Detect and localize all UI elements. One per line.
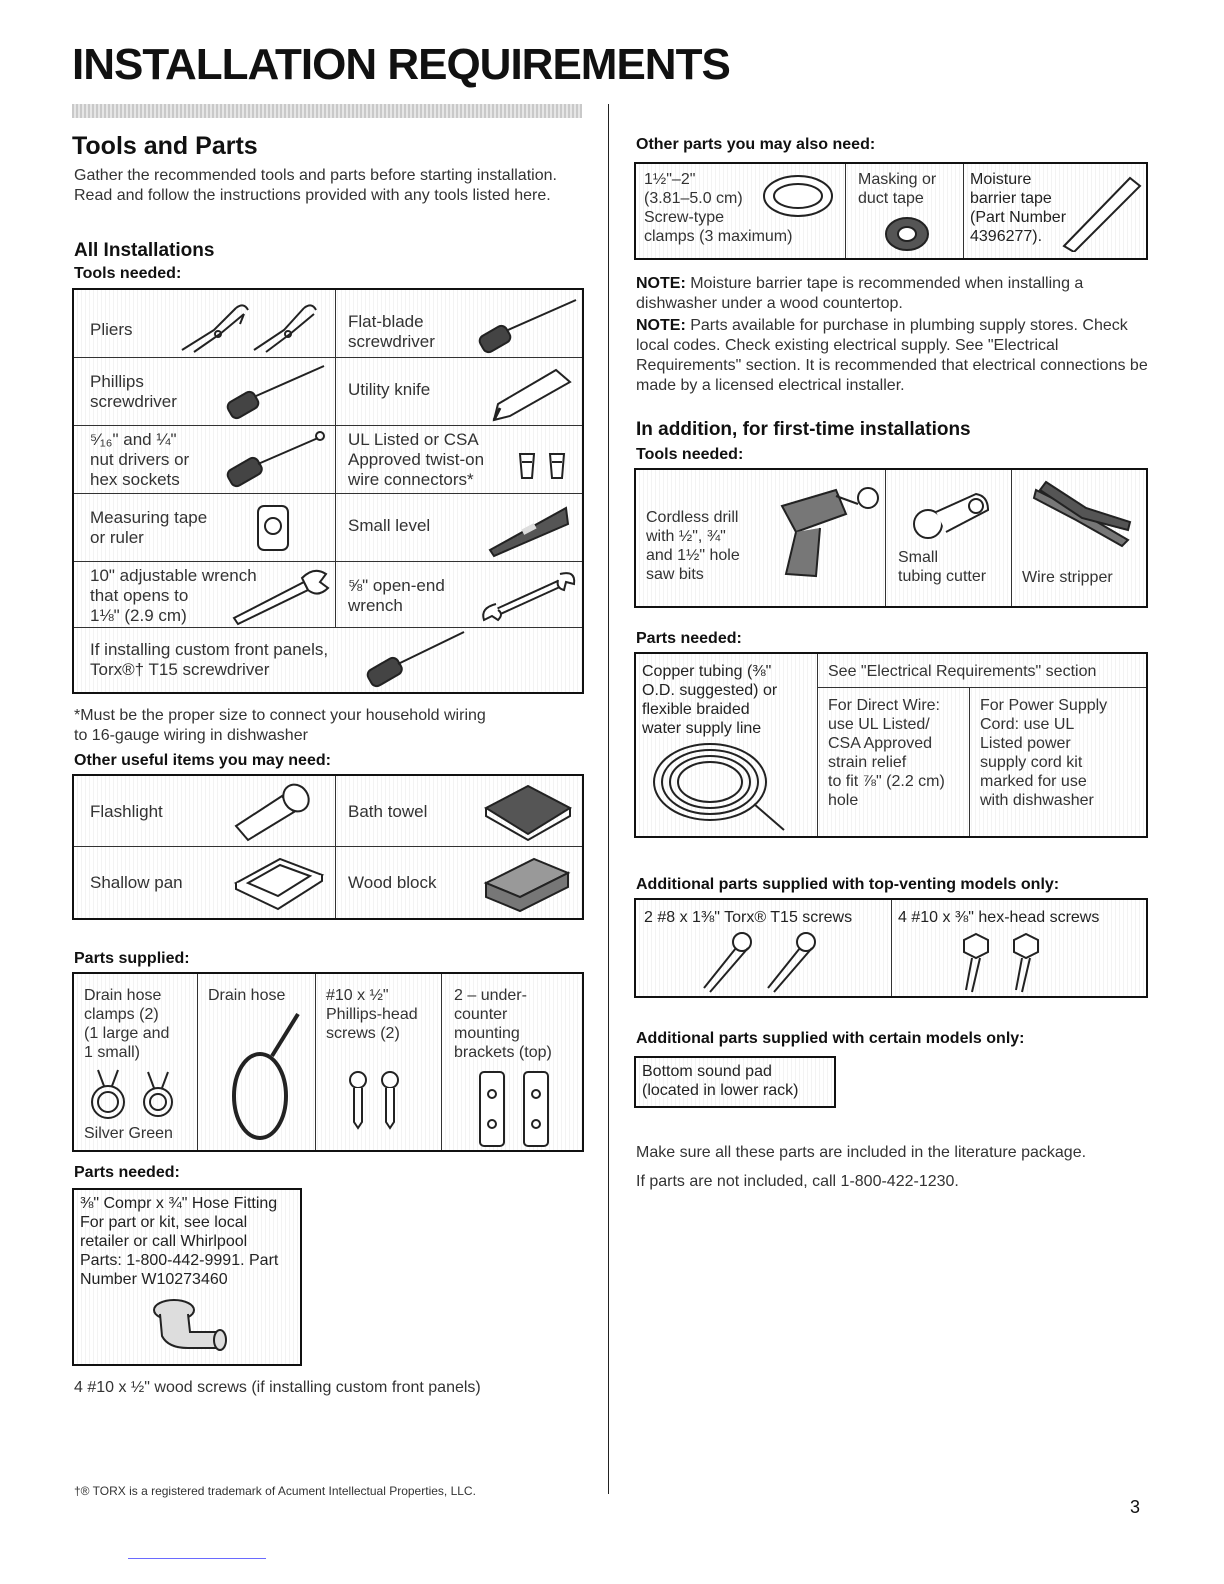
other-useful-label: Other useful items you may need: [74, 752, 331, 769]
hose-fitting-icon [148, 1294, 238, 1360]
top-venting-cell-hex-screws [892, 900, 1146, 996]
tool-cell-wire-connectors [336, 426, 582, 494]
useful-cell-wood-block [336, 847, 582, 918]
part-label: For Direct Wire: use UL Listed/ CSA Approved strain relief to fit ⅞" (2.2 cm) hole [828, 697, 945, 809]
page-title: INSTALLATION REQUIREMENTS [72, 40, 730, 89]
part-label: Copper tubing (⅜" O.D. suggested) or flexible braided water supply line [642, 663, 778, 737]
other-part-barrier-tape [964, 164, 1146, 258]
tool-cell-utility-knife [336, 358, 582, 426]
first-time-tools-table [634, 468, 1148, 608]
tool-label: 10" adjustable wrench that opens to 1⅛" (2.9 cm) [90, 566, 257, 625]
tool-label: Measuring tape or ruler [90, 508, 208, 547]
tool-label: Utility knife [348, 380, 431, 399]
supplied-cell-brackets [442, 974, 582, 1150]
copper-tubing-icon [644, 738, 794, 834]
tool-label: Small level [348, 516, 431, 535]
other-part-clamps [636, 164, 846, 258]
tool-cell-adjustable-wrench [74, 562, 336, 628]
nut-driver-icon [224, 430, 328, 490]
flat-screwdriver-icon [476, 296, 580, 356]
clamp-caption: Silver Green [84, 1125, 173, 1142]
tools-needed-label: Tools needed: [74, 265, 182, 282]
supplied-label: Drain hose [208, 987, 286, 1004]
top-venting-table [634, 898, 1148, 998]
bracket-icon [476, 1066, 556, 1148]
tool-cell-cordless-drill [636, 470, 886, 606]
page-number: 3 [1130, 1497, 1141, 1517]
adjustable-wrench-icon [224, 564, 334, 626]
sound-pad-box [634, 1056, 836, 1108]
useful-label: Flashlight [90, 802, 163, 821]
note-parts: NOTE: Parts available for purchase in plumbing supply stores. Check local codes. Check existing electrical supply. See "Electrical Requirements" section. It is recommended that electrical connections be made by a licensed electrical installer. [636, 317, 1148, 394]
wood-screws-text: 4 #10 x ½" wood screws (if installing custom front panels) [74, 1379, 481, 1396]
supplied-cell-screws [316, 974, 442, 1150]
tool-cell-phillips [74, 358, 336, 426]
other-part-label: Masking or duct tape [858, 171, 937, 207]
level-icon [486, 500, 572, 558]
tool-cell-open-end-wrench [336, 562, 582, 628]
tool-cell-nut-drivers [74, 426, 336, 494]
useful-label: Bath towel [348, 802, 428, 821]
useful-cell-shallow-pan [74, 847, 336, 918]
top-venting-label-text: 4 #10 x ⅜" hex-head screws [898, 909, 1100, 926]
pan-icon [230, 853, 326, 913]
barrier-tape-icon [1060, 172, 1144, 252]
tool-label: Flat-blade screwdriver [348, 312, 435, 351]
tool-label: Small tubing cutter [898, 549, 987, 585]
tools-table [72, 288, 584, 694]
certain-models-label: Additional parts supplied with certain models only: [636, 1030, 1025, 1047]
useful-items-table [72, 774, 584, 920]
other-part-tape [846, 164, 964, 258]
towel-icon [480, 782, 576, 842]
other-parts-label: Other parts you may also need: [636, 136, 876, 153]
part-cell-direct-wire [818, 688, 970, 836]
part-cell-elec-header [818, 654, 1146, 688]
tool-cell-small-level [336, 494, 582, 562]
tubing-cutter-icon [906, 488, 996, 546]
parts-supplied-table [72, 972, 584, 1152]
tool-label: ⅝" open-end wrench [348, 576, 445, 615]
supplied-cell-drain-hose [198, 974, 316, 1150]
flashlight-icon [230, 782, 320, 842]
parts-supplied-label: Parts supplied: [74, 950, 190, 967]
screw-clamp-icon [758, 168, 838, 224]
useful-cell-bath-towel [336, 776, 582, 847]
note-moisture: NOTE: Moisture barrier tape is recommended when installing a dishwasher under a wood countertop. [636, 275, 1084, 312]
trademark-footnote: †® TORX is a registered trademark of Acument Intellectual Properties, LLC. [74, 1484, 476, 1498]
other-parts-table [634, 162, 1148, 260]
open-end-wrench-icon [476, 566, 580, 624]
supplied-cell-clamps [74, 974, 198, 1150]
part-label: For Power Supply Cord: use UL Listed power supply cord kit marked for use with dishwasher [980, 697, 1108, 809]
make-sure-text: Make sure all these parts are included in the literature package. [636, 1144, 1087, 1161]
tool-cell-measuring-tape [74, 494, 336, 562]
fitting-box [72, 1188, 302, 1366]
parts-needed-label: Parts needed: [74, 1164, 180, 1181]
other-part-label: Moisture barrier tape (Part Number 4396277). [970, 171, 1067, 245]
phillips-screwdriver-icon [224, 362, 328, 422]
part-label: See "Electrical Requirements" section [828, 663, 1097, 680]
tool-label: Phillips screwdriver [90, 372, 177, 411]
duct-tape-icon [884, 216, 930, 252]
supplied-label: Drain hose clamps (2) (1 large and 1 small) [84, 987, 170, 1061]
column-divider [608, 104, 609, 1494]
tool-cell-flat-blade [336, 290, 582, 358]
wood-block-icon [480, 853, 576, 913]
first-time-parts-label: Parts needed: [636, 630, 742, 647]
other-part-label: 1½"–2" (3.81–5.0 cm) Screw-type clamps (3 maximum) [644, 171, 793, 245]
tool-cell-torx [74, 628, 582, 692]
top-venting-label-text: 2 #8 x 1⅜" Torx® T15 screws [644, 909, 853, 926]
tool-label: If installing custom front panels, Torx®† T15 screwdriver [90, 640, 329, 679]
sound-pad-text: Bottom sound pad (located in lower rack) [642, 1063, 799, 1099]
first-time-tools-label: Tools needed: [636, 446, 744, 463]
section-title: Tools and Parts [72, 132, 258, 160]
fitting-text: ⅜" Compr x ¾" Hose Fitting For part or kit, see local retailer or call Whirlpool Parts: 1-800-442-9991. Part Number W10273460 [80, 1195, 279, 1288]
top-venting-cell-torx-screws [636, 900, 892, 996]
wire-stripper-icon [1030, 478, 1136, 550]
tool-label: Pliers [90, 320, 133, 339]
supplied-label: #10 x ½" Phillips-head screws (2) [326, 987, 418, 1042]
part-cell-copper-tubing [636, 654, 818, 836]
torx-screw-icon [696, 930, 826, 994]
intro-text: Gather the recommended tools and parts before starting installation. Read and follow the instructions provided with any tools listed here. [74, 167, 557, 204]
tool-label: ⁵⁄₁₆" and ¼" nut drivers or hex sockets [90, 430, 190, 489]
first-time-parts-table [634, 652, 1148, 838]
useful-cell-flashlight [74, 776, 336, 847]
all-installations-heading: All Installations [74, 240, 215, 261]
hose-clamp-icon [86, 1064, 186, 1124]
tool-cell-pliers [74, 290, 336, 358]
tool-label: Wire stripper [1022, 569, 1113, 586]
tool-label: UL Listed or CSA Approved twist-on wire connectors* [348, 430, 485, 489]
useful-label: Shallow pan [90, 873, 183, 892]
tool-cell-wire-stripper [1012, 470, 1146, 606]
bottom-rule [128, 1558, 266, 1559]
pliers-icon [174, 300, 324, 358]
hex-screw-icon [952, 932, 1052, 994]
cordless-drill-icon [776, 476, 882, 586]
if-not-text: If parts are not included, call 1-800-422-1230. [636, 1173, 959, 1190]
drain-hose-icon [212, 1006, 308, 1146]
useful-label: Wood block [348, 873, 437, 892]
wire-connector-icon [516, 450, 572, 482]
part-cell-power-supply [970, 688, 1146, 836]
utility-knife-icon [486, 364, 576, 424]
tool-cell-tubing-cutter [886, 470, 1012, 606]
torx-screwdriver-icon [364, 628, 468, 690]
tool-label: Cordless drill with ½", ¾" and 1½" hole saw bits [646, 509, 740, 583]
phillips-screw-icon [344, 1070, 408, 1130]
measuring-tape-icon [254, 502, 294, 556]
asterisk-note: *Must be the proper size to connect your household wiring to 16-gauge wiring in dishwasher [74, 707, 486, 744]
top-venting-label: Additional parts supplied with top-venting models only: [636, 876, 1060, 893]
title-rule [72, 104, 582, 118]
first-time-heading: In addition, for first-time installations [636, 419, 971, 440]
supplied-label: 2 – under- counter mounting brackets (top) [454, 987, 552, 1061]
